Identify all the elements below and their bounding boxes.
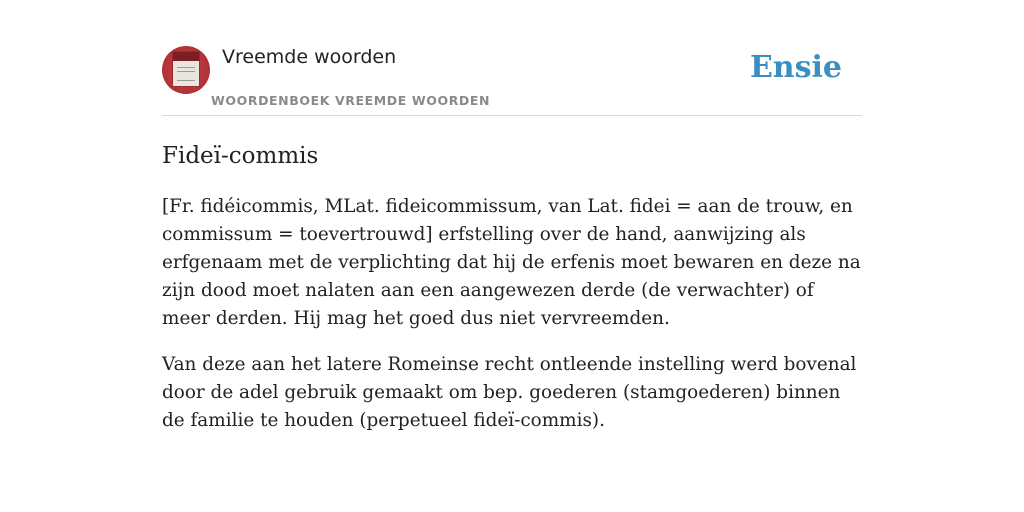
entry-definition [162, 193, 862, 435]
definition-paragraph: [Fr. fidéicommis, MLat. fideicommissum, van Lat. fidei = aan de trouw, en commissum = toevertrouwd] erfstelling over de hand, aanwijzing als erfgenaam met de verplichting dat hij de erfenis moet bewaren en deze na zijn dood moet nalaten aan een aangewezen derde (de verwachter) of meer derden. Hij mag het goed dus niet vervreemden. [162, 196, 861, 329]
site-header [162, 44, 862, 116]
entry-card [162, 44, 862, 435]
dictionary-title[interactable]: Vreemde woorden [222, 46, 397, 68]
entry-term: Fideï-commis [162, 143, 319, 169]
definition-paragraph: Van deze aan het latere Romeinse recht ontleende instelling werd bovenal door de adel gebruik gemaakt om bep. goederen (stamgoederen) binnen de familie te houden (perpetueel fideï-commis). [162, 354, 857, 431]
dictionary-avatar[interactable] [162, 46, 210, 94]
dictionary-subtitle[interactable]: WOORDENBOEK VREEMDE WOORDEN [211, 93, 491, 108]
ensie-logo[interactable]: Ensie [749, 50, 842, 85]
book-cover-icon [173, 52, 199, 86]
